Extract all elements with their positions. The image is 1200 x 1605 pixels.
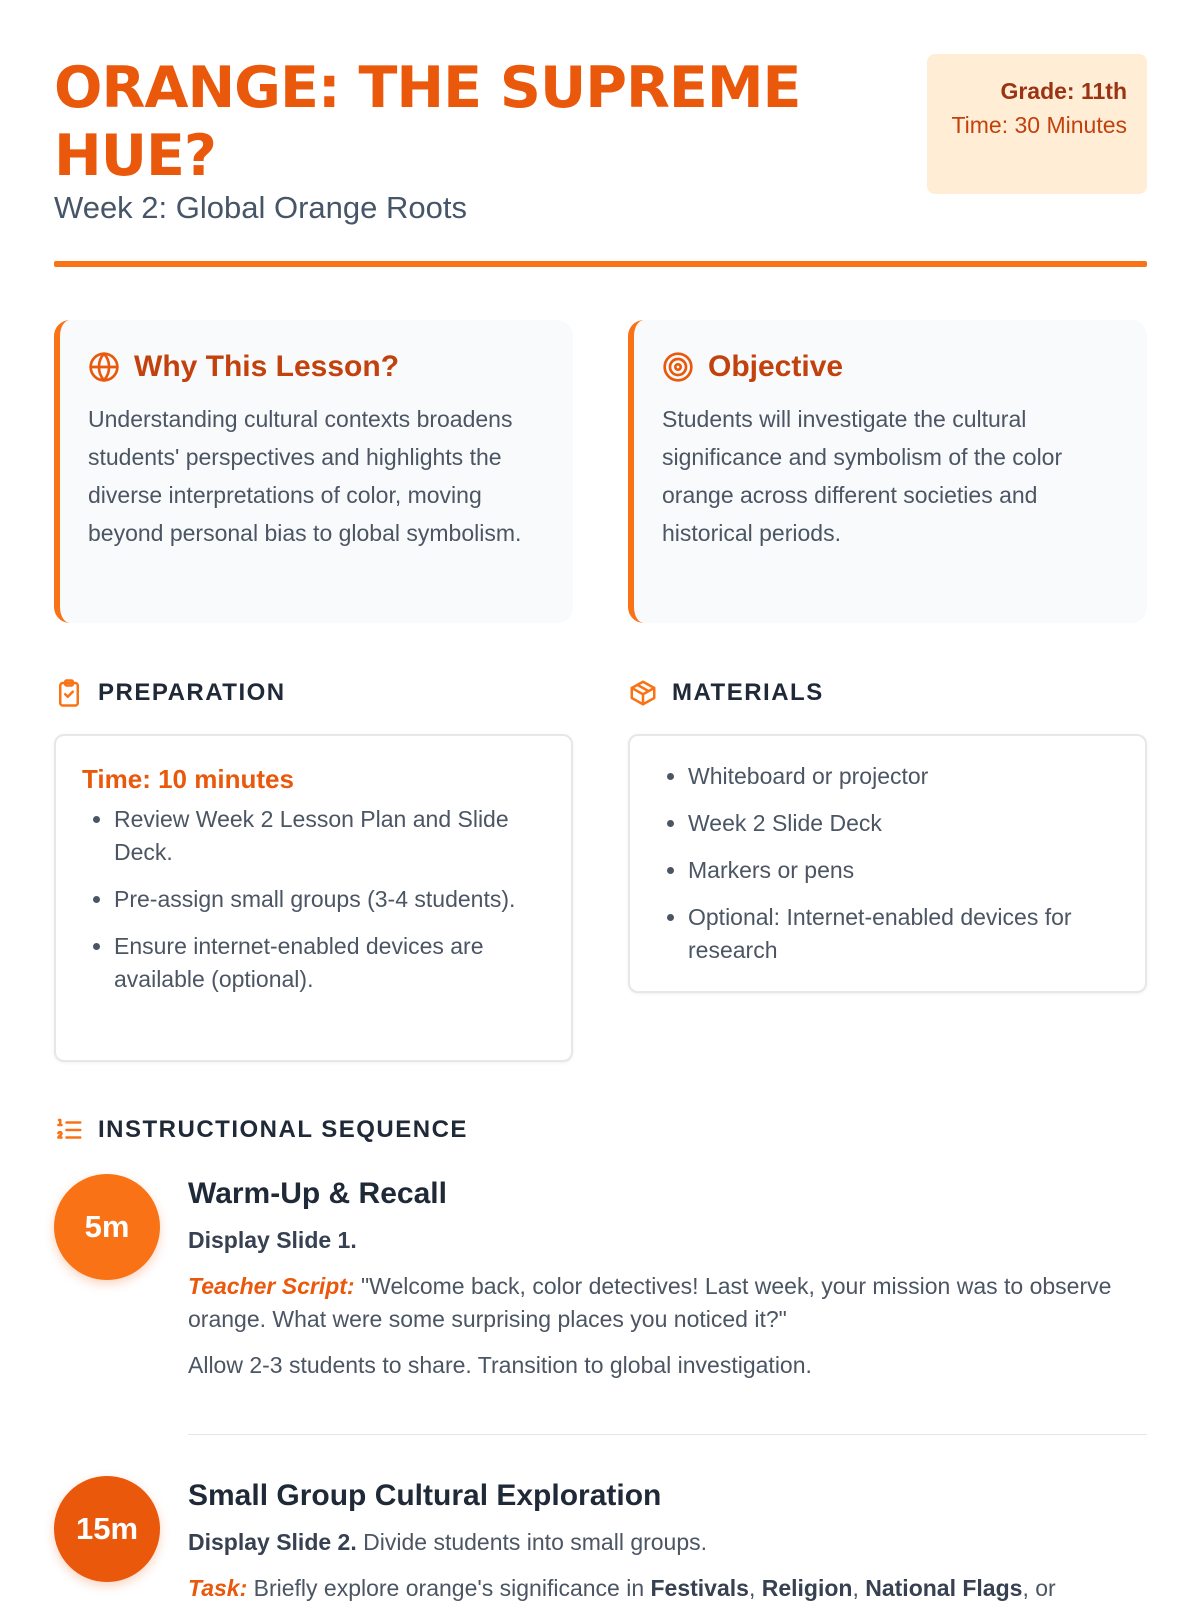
materials-box bbox=[628, 734, 1147, 993]
step-display: Display Slide 2. Divide students into small groups. bbox=[188, 1529, 708, 1555]
numbered-list-icon bbox=[54, 1115, 84, 1145]
sequence-header bbox=[54, 1115, 468, 1145]
step-title: Warm-Up & Recall bbox=[188, 1177, 447, 1210]
teacher-script bbox=[188, 1270, 1147, 1336]
grade-label: Grade: 11th bbox=[1000, 78, 1127, 104]
page-title: ORANGE: THE SUPREME HUE? bbox=[54, 55, 801, 189]
why-lesson-title: Why This Lesson? bbox=[134, 350, 400, 383]
preparation-list bbox=[82, 803, 545, 996]
duration-badge: 15m bbox=[54, 1476, 160, 1582]
preparation-header bbox=[54, 678, 286, 708]
lesson-plan-page bbox=[54, 0, 1147, 1600]
why-lesson-text: Understanding cultural contexts broadens students' perspectives and highlights the diverse interpretations of color, moving beyond personal bias to global symbolism. bbox=[88, 406, 522, 546]
task-label: Task: bbox=[188, 1575, 248, 1601]
clipboard-check-icon bbox=[54, 678, 84, 708]
list-item: • Pre-assign small groups (3-4 students). bbox=[114, 883, 545, 916]
target-icon bbox=[662, 351, 694, 383]
time-label: Time: 30 Minutes bbox=[951, 112, 1127, 138]
step-divider bbox=[188, 1434, 1147, 1435]
why-lesson-card bbox=[54, 320, 573, 623]
objective-card bbox=[628, 320, 1147, 623]
list-item: • Optional: Internet-enabled devices for research bbox=[688, 901, 1119, 967]
step-title: Small Group Cultural Exploration bbox=[188, 1479, 662, 1512]
list-item: • Whiteboard or projector bbox=[688, 760, 1119, 793]
globe-icon bbox=[88, 351, 120, 383]
teacher-script-label: Teacher Script: bbox=[188, 1273, 355, 1299]
preparation-heading: PREPARATION bbox=[98, 679, 286, 706]
objective-text: Students will investigate the cultural significance and symbolism of the color orange across different societies and historical periods. bbox=[662, 406, 1063, 546]
objective-title: Objective bbox=[708, 350, 844, 383]
header-divider bbox=[54, 261, 1147, 267]
step-task: Task: Briefly explore orange's significance in Festivals, Religion, National Flags, or bbox=[188, 1575, 1056, 1601]
list-item: • Review Week 2 Lesson Plan and Slide Deck. bbox=[114, 803, 545, 869]
package-icon bbox=[628, 678, 658, 708]
lesson-meta-box bbox=[927, 54, 1147, 194]
list-item: • Week 2 Slide Deck bbox=[688, 807, 1119, 840]
page-subtitle: Week 2: Global Orange Roots bbox=[54, 190, 467, 225]
teacher-script-text: "Welcome back, color detectives! Last week, your mission was to observe orange. What were some surprising places you noticed it?" bbox=[188, 1273, 1112, 1332]
preparation-box bbox=[54, 734, 573, 1062]
step-display: Display Slide 1. bbox=[188, 1227, 357, 1253]
list-item: • Ensure internet-enabled devices are available (optional). bbox=[114, 930, 545, 996]
sequence-heading: INSTRUCTIONAL SEQUENCE bbox=[98, 1116, 468, 1143]
materials-heading: MATERIALS bbox=[672, 679, 824, 706]
list-item: • Markers or pens bbox=[688, 854, 1119, 887]
materials-header bbox=[628, 678, 824, 708]
duration-badge: 5m bbox=[54, 1174, 160, 1280]
preparation-time: Time: 10 minutes bbox=[82, 764, 294, 794]
materials-list bbox=[656, 760, 1119, 967]
step-note: Allow 2-3 students to share. Transition to global investigation. bbox=[188, 1352, 812, 1378]
